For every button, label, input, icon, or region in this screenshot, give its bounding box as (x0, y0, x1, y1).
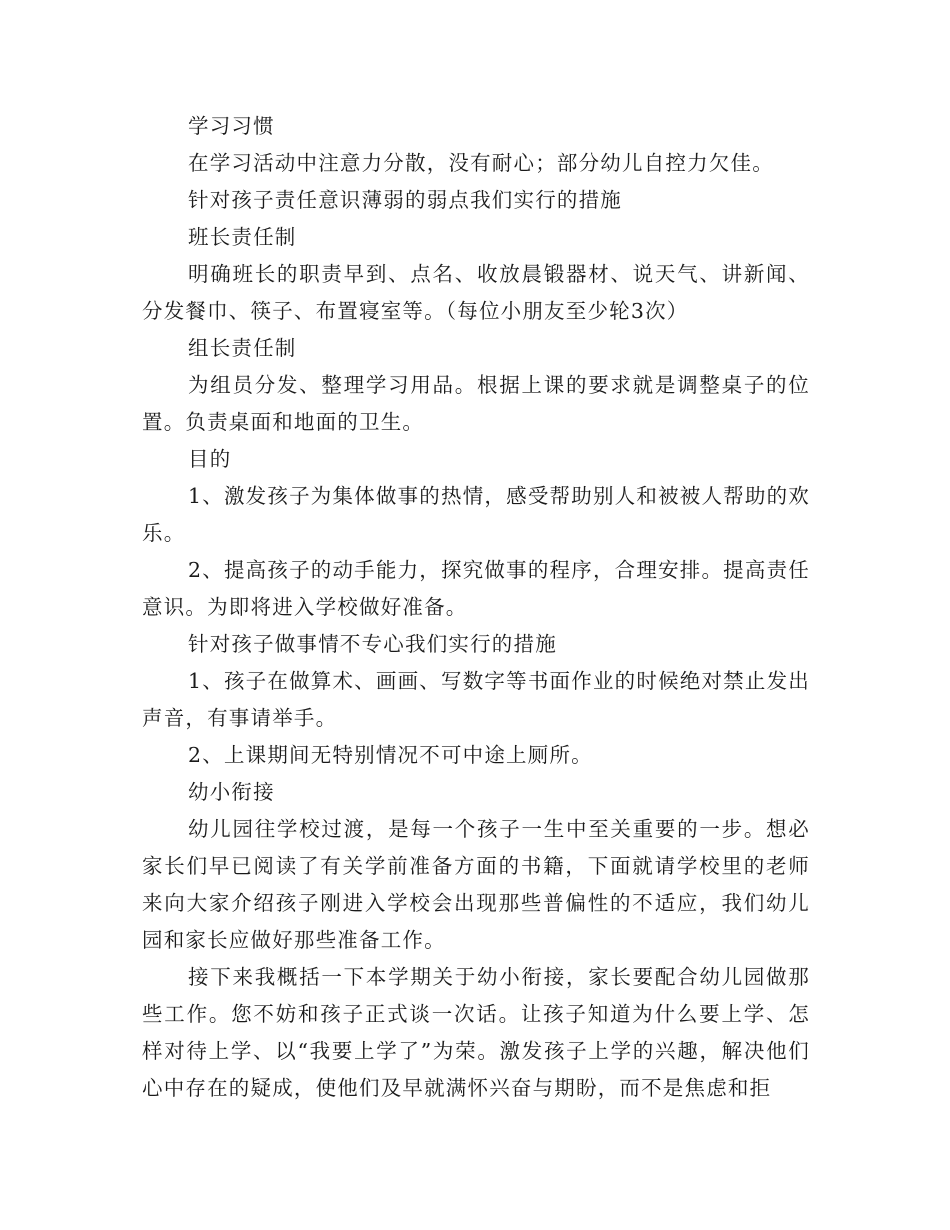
heading-transition: 幼小衔接 (188, 780, 275, 804)
paragraph-transition-parents: 接下来我概括一下本学期关于幼小衔接，家长要配合幼儿园做那些工作。您不妨和孩子正式谈一次话。让孩子知道为什么要上学、怎样对待上学、以“我要上学了”为荣。激发孩子上学的兴趣，解决他们心中存在的疑成，使他们及早就满怀兴奋与期盼，而不是焦虑和拒 (142, 965, 810, 1100)
heading-study-habits: 学习习惯 (188, 114, 275, 138)
list-item-focus-2: 2、上课期间无特别情况不可中途上厕所。 (188, 743, 593, 767)
list-item-focus-1: 1、孩子在做算术、画画、写数字等书面作业的时候绝对禁止发出声音，有事请举手。 (142, 669, 810, 730)
paragraph-transition-intro: 幼儿园往学校过渡，是每一个孩子一生中至关重要的一步。想必家长们早已阅读了有关学前准备方面的书籍，下面就请学校里的老师来向大家介绍孩子刚进入学校会出现那些普偏性的不适应，我们幼儿园和家长应做好那些准备工作。 (142, 817, 810, 952)
heading-monitor-system: 班长责任制 (188, 225, 297, 249)
paragraph-attention: 在学习活动中注意力分散，没有耐心；部分幼儿自控力欠佳。 (188, 151, 774, 175)
paragraph-group-leader-duties: 为组员分发、整理学习用品。根据上课的要求就是调整桌子的位置。负责桌面和地面的卫生。 (142, 373, 810, 434)
document-body (142, 108, 810, 1107)
heading-responsibility-measures: 针对孩子责任意识薄弱的弱点我们实行的措施 (188, 188, 622, 212)
heading-group-leader-system: 组长责任制 (188, 336, 297, 360)
paragraph-monitor-duties: 明确班长的职责早到、点名、收放晨锻器材、说天气、讲新闻、分发餐巾、筷子、布置寝室等。（每位小朋友至少轮3次） (142, 262, 810, 323)
list-item-purpose-1: 1、激发孩子为集体做事的热情，感受帮助别人和被被人帮助的欢乐。 (142, 484, 810, 545)
heading-focus-measures: 针对孩子做事情不专心我们实行的措施 (188, 632, 557, 656)
heading-purpose: 目的 (188, 447, 232, 471)
list-item-purpose-2: 2、提高孩子的动手能力，探究做事的程序，合理安排。提高责任意识。为即将进入学校做好准备。 (142, 558, 810, 619)
